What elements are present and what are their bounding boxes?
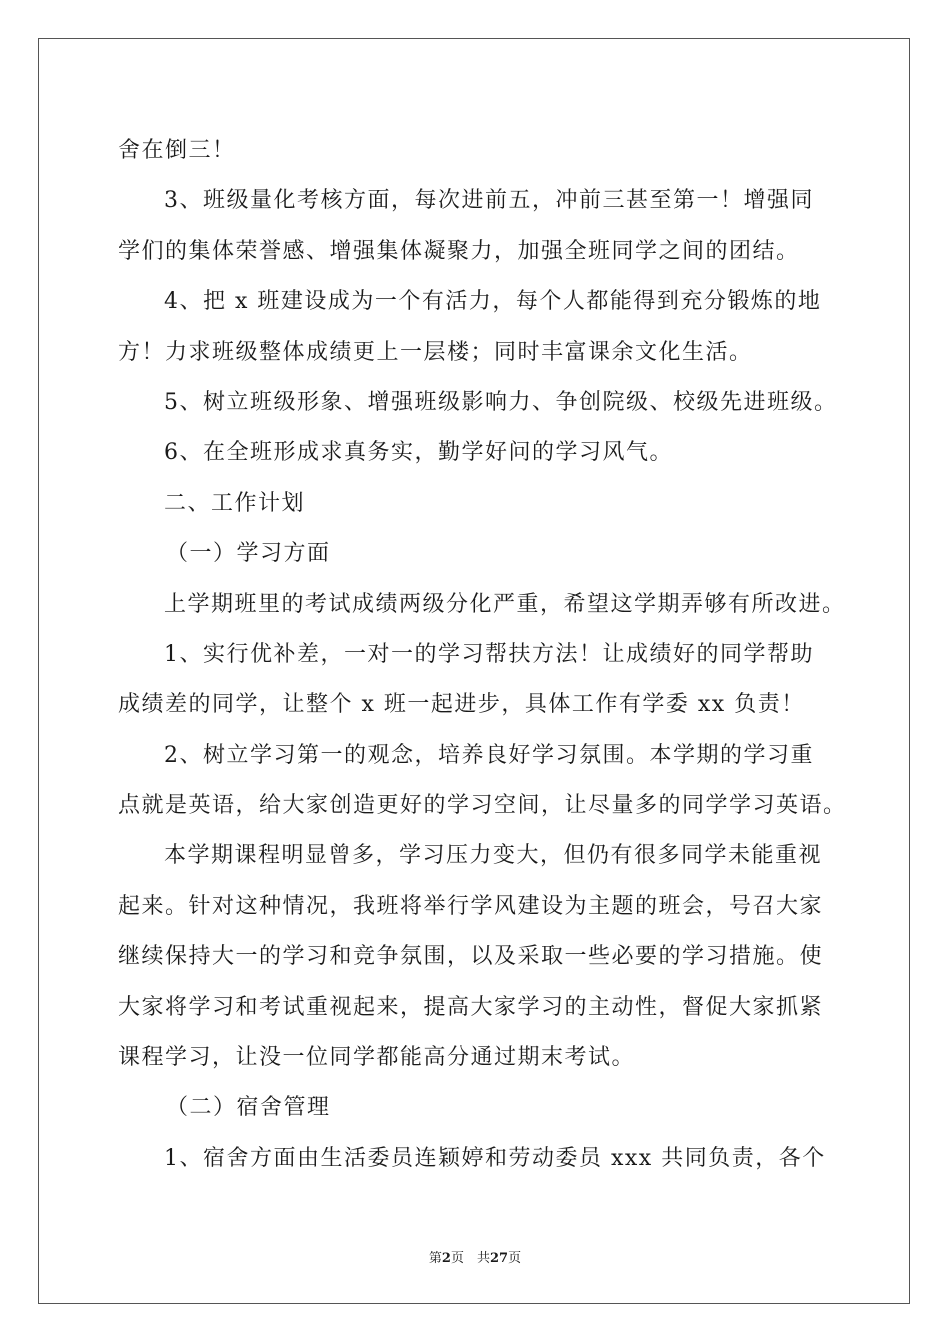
text-line: 点就是英语，给大家创造更好的学习空间，让尽量多的同学学习英语。 <box>118 793 847 819</box>
section-heading: 二、工作计划 <box>164 490 306 516</box>
text-line: 上学期班里的考试成绩两级分化严重，希望这学期弄够有所改进。 <box>164 591 846 617</box>
text-line: 成绩差的同学，让整个 x 班一起进步，具体工作有学委 xx 负责！ <box>118 692 805 718</box>
text-line: 大家将学习和考试重视起来，提高大家学习的主动性，督促大家抓紧 <box>118 994 824 1020</box>
footer-prefix: 第 <box>428 1251 442 1266</box>
document-body <box>118 126 847 1184</box>
text-line: 1、实行优补差，一对一的学习帮扶方法！让成绩好的同学帮助 <box>164 641 814 667</box>
text-line: 起来。针对这种情况，我班将举行学风建设为主题的班会，号召大家 <box>118 893 824 919</box>
page-footer <box>0 1247 950 1266</box>
text-line: 舍在倒三！ <box>118 138 236 163</box>
subsection-heading: （一）学习方面 <box>166 541 331 567</box>
text-line: 3、班级量化考核方面，每次进前五，冲前三甚至第一！增强同 <box>164 188 814 214</box>
current-page-number: 2 <box>441 1251 451 1266</box>
text-line: 方！力求班级整体成绩更上一层楼；同时丰富课余文化生活。 <box>118 339 753 365</box>
footer-suffix: 页 <box>508 1251 522 1266</box>
text-line: 学们的集体荣誉感、增强集体凝聚力，加强全班同学之间的团结。 <box>118 238 800 264</box>
total-pages-number: 27 <box>489 1251 509 1266</box>
subsection-heading: （二）宿舍管理 <box>166 1095 331 1121</box>
text-line: 课程学习，让没一位同学都能高分通过期末考试。 <box>118 1045 636 1071</box>
text-line: 2、树立学习第一的观念，培养良好学习氛围。本学期的学习重 <box>164 742 814 768</box>
text-line: 5、树立班级形象、增强班级影响力、争创院级、校级先进班级。 <box>164 389 838 415</box>
text-line: 4、把 x 班建设成为一个有活力，每个人都能得到充分锻炼的地 <box>164 289 822 315</box>
text-line: 1、宿舍方面由生活委员连颖婷和劳动委员 xxx 共同负责，各个 <box>164 1145 826 1171</box>
text-line: 本学期课程明显曾多，学习压力变大，但仍有很多同学未能重视 <box>164 843 823 869</box>
text-line: 继续保持大一的学习和竞争氛围，以及采取一些必要的学习措施。使 <box>118 944 824 970</box>
text-line: 6、在全班形成求真务实，勤学好问的学习风气。 <box>164 440 673 466</box>
footer-middle: 页 共 <box>450 1251 490 1266</box>
